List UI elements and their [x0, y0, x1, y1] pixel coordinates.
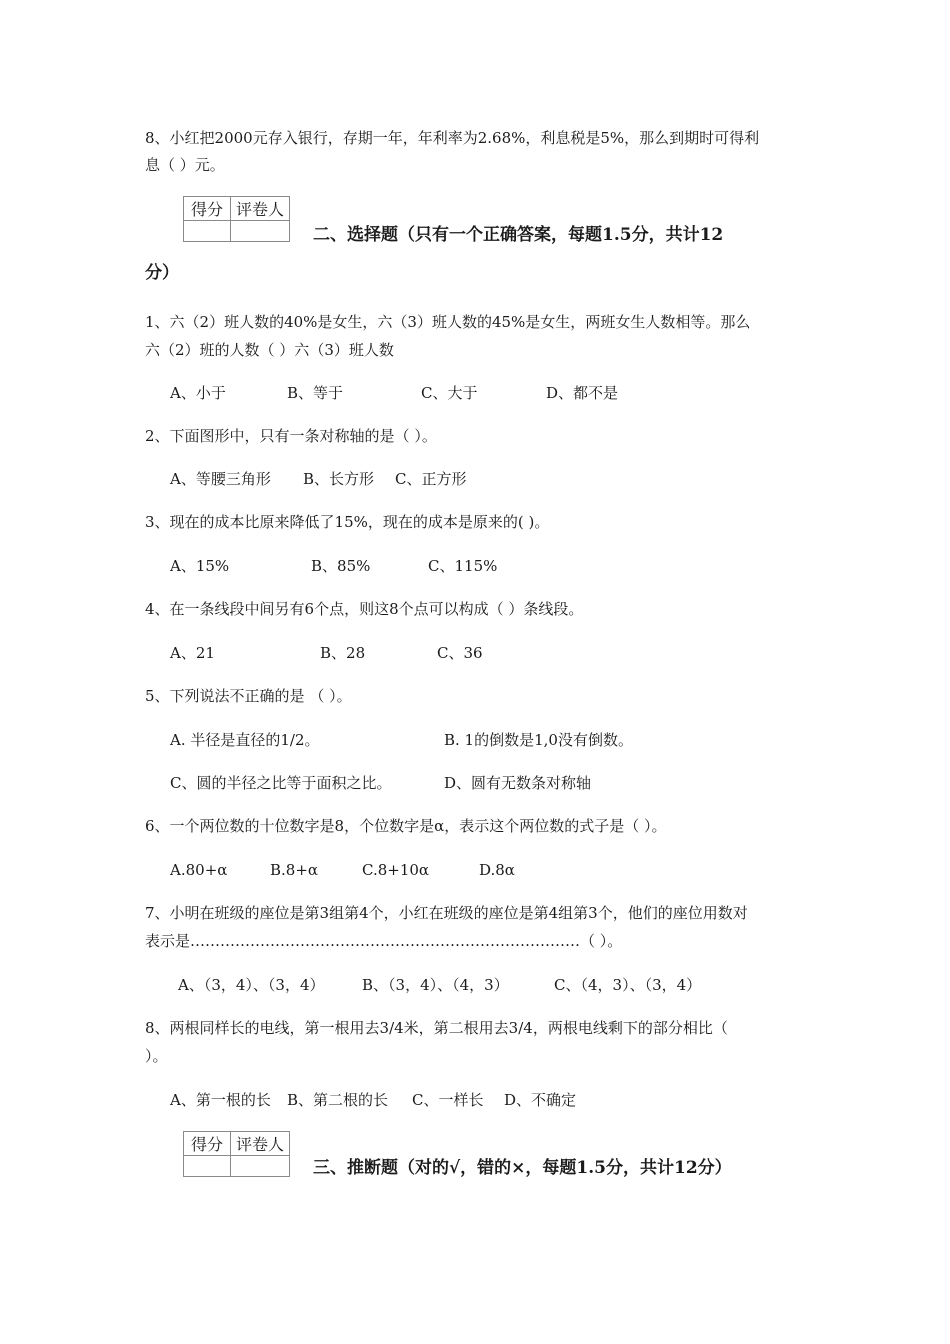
question-3-option-c[interactable]: C、115% — [428, 557, 498, 575]
question-5-option-a[interactable]: A. 半径是直径的1/2。 — [170, 731, 320, 749]
score-cell[interactable] — [184, 1156, 231, 1177]
question-7-line1: 7、小明在班级的座位是第3组第4个，小红在班级的座位是第4组第3个，他们的座位用数对 — [145, 904, 748, 922]
question-1-option-c[interactable]: C、大于 — [421, 384, 478, 402]
question-6-option-c[interactable]: C.8+10α — [362, 861, 430, 879]
score-label: 得分 — [184, 197, 231, 221]
question-4-option-b[interactable]: B、28 — [320, 644, 366, 662]
question-1-line1: 1、六（2）班人数的40%是女生，六（3）班人数的45%是女生，两班女生人数相等。那么 — [145, 313, 751, 331]
question-3-option-a[interactable]: A、15% — [170, 557, 230, 575]
section-2-title-cont: 分） — [145, 263, 179, 283]
question-5-line1: 5、下列说法不正确的是 （ ）。 — [145, 687, 352, 705]
question-3-option-b[interactable]: B、85% — [311, 557, 371, 575]
question-8-fill-line1: 8、小红把2000元存入银行，存期一年，年利率为2.68%，利息税是5%，那么到期时可得利 — [145, 129, 760, 147]
question-2-option-b[interactable]: B、长方形 — [303, 470, 375, 488]
section-3-title: 三、推断题（对的√，错的×，每题1.5分，共计12分） — [313, 1158, 732, 1178]
score-cell[interactable] — [184, 221, 231, 242]
grader-cell[interactable] — [231, 221, 290, 242]
question-8-line1: 8、两根同样长的电线，第一根用去3/4米，第二根用去3/4，两根电线剩下的部分相比（ — [145, 1019, 728, 1037]
score-label: 得分 — [184, 1132, 231, 1156]
question-5-option-b[interactable]: B. 1的倒数是1,0没有倒数。 — [444, 731, 633, 749]
question-7-option-b[interactable]: B、（3，4）、（4，3） — [362, 976, 509, 994]
grader-cell[interactable] — [231, 1156, 290, 1177]
question-6-option-a[interactable]: A.80+α — [170, 861, 228, 879]
question-5-option-c[interactable]: C、圆的半径之比等于面积之比。 — [170, 774, 392, 792]
question-2-option-a[interactable]: A、等腰三角形 — [170, 470, 271, 488]
question-8-option-d[interactable]: D、不确定 — [504, 1091, 577, 1109]
grader-label: 评卷人 — [231, 197, 290, 221]
question-8-line2: ）。 — [145, 1047, 168, 1065]
question-4-option-a[interactable]: A、21 — [170, 644, 215, 662]
question-7-option-a[interactable]: A、（3，4）、（3，4） — [178, 976, 325, 994]
question-1-option-d[interactable]: D、都不是 — [546, 384, 619, 402]
question-6-line1: 6、一个两位数的十位数字是8，个位数字是α，表示这个两位数的式子是（ ）。 — [145, 817, 667, 835]
question-1-option-a[interactable]: A、小于 — [170, 384, 226, 402]
question-3-line1: 3、现在的成本比原来降低了15%，现在的成本是原来的( )。 — [145, 513, 550, 531]
question-4-option-c[interactable]: C、36 — [437, 644, 483, 662]
score-box — [183, 196, 290, 242]
score-box — [183, 1131, 290, 1177]
question-7-option-c[interactable]: C、（4，3）、（3，4） — [554, 976, 702, 994]
grader-label: 评卷人 — [231, 1132, 290, 1156]
question-5-option-d[interactable]: D、圆有无数条对称轴 — [444, 774, 592, 792]
question-2-line1: 2、下面图形中，只有一条对称轴的是（ ）。 — [145, 427, 437, 445]
question-8-option-c[interactable]: C、一样长 — [412, 1091, 484, 1109]
question-1-option-b[interactable]: B、等于 — [287, 384, 344, 402]
question-1-line2: 六（2）班的人数（ ）六（3）班人数 — [145, 341, 394, 359]
question-8-option-b[interactable]: B、第二根的长 — [287, 1091, 389, 1109]
question-8-fill-line2: 息（ ）元。 — [145, 156, 225, 174]
question-4-line1: 4、在一条线段中间另有6个点，则这8个点可以构成（ ）条线段。 — [145, 600, 584, 618]
question-6-option-b[interactable]: B.8+α — [270, 861, 319, 879]
section-2-title: 二、选择题（只有一个正确答案，每题1.5分，共计12 — [313, 225, 724, 245]
question-7-line2: 表示是……………………………………………………………………（ ）。 — [145, 932, 623, 950]
question-6-option-d[interactable]: D.8α — [479, 861, 515, 879]
question-8-option-a[interactable]: A、第一根的长 — [170, 1091, 271, 1109]
question-2-option-c[interactable]: C、正方形 — [395, 470, 467, 488]
